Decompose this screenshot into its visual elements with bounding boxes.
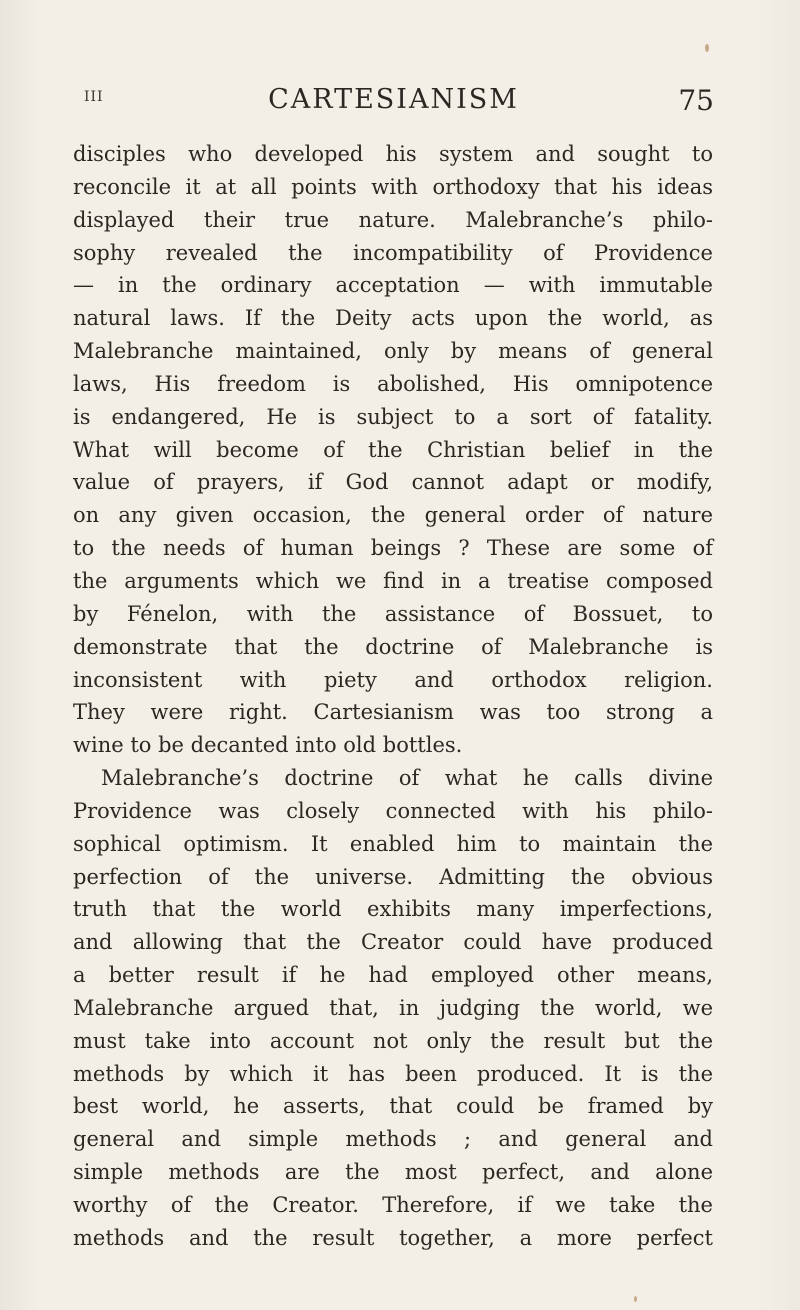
text-line: on any given occasion, the general order of nature bbox=[73, 503, 713, 528]
text-line: value of prayers, if God cannot adapt or modify, bbox=[73, 470, 713, 495]
text-line: perfection of the universe. Admitting the obvious bbox=[73, 864, 713, 889]
text-line: methods and the result together, a more perfect bbox=[73, 1225, 713, 1250]
text-line: must take into account not only the result but the bbox=[73, 1028, 713, 1053]
text-line: They were right. Cartesianism was too strong a bbox=[73, 700, 713, 725]
text-line: reconcile it at all points with orthodoxy that his ideas bbox=[73, 174, 713, 199]
text-line: Malebranche maintained, only by means of general bbox=[73, 339, 713, 364]
chapter-number: III bbox=[84, 89, 104, 105]
text-line: displayed their true nature. Malebranche’s philo- bbox=[73, 207, 713, 232]
body-text bbox=[73, 138, 713, 1255]
running-title: CARTESIANISM bbox=[268, 84, 519, 115]
text-line: — in the ordinary acceptation — with immutable bbox=[73, 273, 713, 298]
page-number: 75 bbox=[678, 84, 714, 117]
text-line: a better result if he had employed other means, bbox=[73, 963, 713, 988]
text-line: natural laws. If the Deity acts upon the world, as bbox=[73, 306, 713, 331]
text-line: Malebranche argued that, in judging the world, we bbox=[73, 995, 713, 1020]
text-line: disciples who developed his system and sought to bbox=[73, 142, 713, 166]
text-line: is endangered, He is subject to a sort of fatality. bbox=[73, 404, 713, 429]
text-line: demonstrate that the doctrine of Malebranche is bbox=[73, 634, 713, 659]
text-line: Malebranche’s doctrine of what he calls divine bbox=[101, 766, 713, 791]
text-line: to the needs of human beings ? These are some of bbox=[73, 536, 713, 561]
text-line: and allowing that the Creator could have produced bbox=[73, 930, 713, 955]
text-line: sophy revealed the incompatibility of Providence bbox=[73, 240, 713, 265]
text-line: general and simple methods ; and general and bbox=[73, 1127, 713, 1152]
text-line: inconsistent with piety and orthodox religion. bbox=[73, 667, 713, 692]
text-line: wine to be decanted into old bottles. bbox=[73, 733, 463, 758]
text-line: the arguments which we find in a treatise composed bbox=[73, 568, 713, 593]
text-line: by Fénelon, with the assistance of Bossuet, to bbox=[73, 601, 713, 626]
text-line: methods by which it has been produced. It is the bbox=[73, 1061, 713, 1086]
text-line: best world, he asserts, that could be framed by bbox=[73, 1094, 713, 1119]
paper-speck bbox=[634, 1296, 637, 1302]
running-header bbox=[73, 84, 714, 124]
text-line: Providence was closely connected with his philo- bbox=[73, 798, 713, 823]
text-line: laws, His freedom is abolished, His omnipotence bbox=[73, 371, 713, 396]
text-line: What will become of the Christian belief in the bbox=[73, 437, 713, 462]
paper-speck bbox=[705, 44, 709, 52]
text-line: simple methods are the most perfect, and alone bbox=[73, 1160, 713, 1185]
text-line: truth that the world exhibits many imperfections, bbox=[73, 897, 713, 922]
text-line: sophical optimism. It enabled him to maintain the bbox=[73, 831, 713, 856]
text-line: worthy of the Creator. Therefore, if we take the bbox=[73, 1193, 713, 1217]
